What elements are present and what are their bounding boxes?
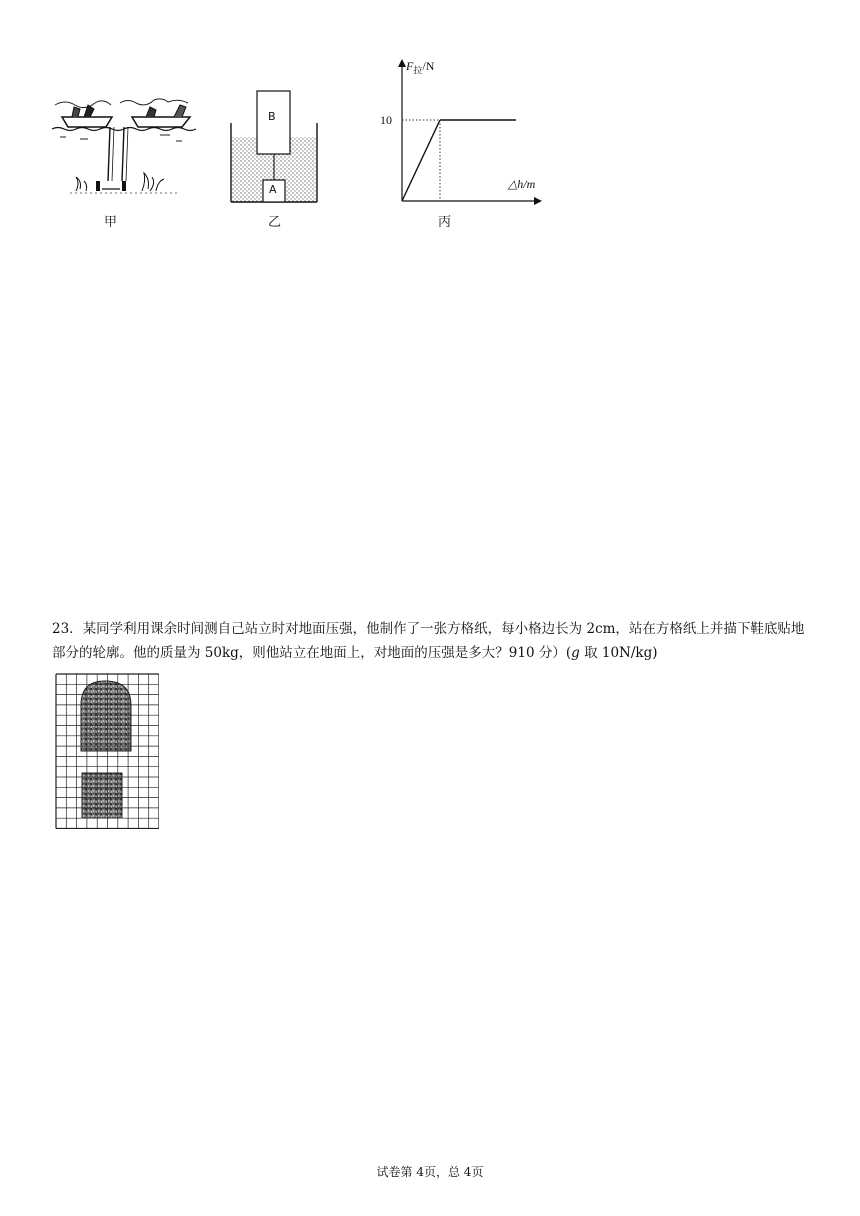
figure-bing-caption: 丙 <box>438 215 452 230</box>
page-footer: 试卷第 4页，总 4页 <box>376 1165 484 1179</box>
y-axis-label <box>406 59 434 76</box>
question-23 <box>52 617 812 665</box>
grid-lines <box>56 674 159 829</box>
x-axis-arrow <box>534 197 542 205</box>
front-sole-outline <box>81 681 131 751</box>
y-axis-symbol: F <box>406 59 414 73</box>
y-axis-arrow <box>398 59 406 67</box>
figure-bing <box>370 55 560 210</box>
question-text-part2: 取 10N/kg) <box>579 645 658 661</box>
heel-outline <box>82 773 122 818</box>
figure-yi <box>228 88 320 206</box>
question-number: 23． <box>52 621 83 637</box>
y-tick-10: 10 <box>380 113 392 127</box>
shoe-grid-figure <box>55 673 159 829</box>
series-segment-0 <box>402 120 440 201</box>
figure-yi-caption: 乙 <box>268 215 282 230</box>
y-axis-subscript: 拉 <box>413 65 423 76</box>
figure-jia <box>50 95 200 205</box>
y-axis-unit: /N <box>422 59 435 73</box>
block-b-label: B <box>268 110 276 123</box>
block-a-label: A <box>269 183 277 196</box>
shoe-outline-grid <box>55 673 159 829</box>
x-axis-label: △h/m <box>508 177 536 191</box>
figure-jia-caption: 甲 <box>104 215 118 230</box>
question-text-part1: 某同学利用课余时间测自己站立时对地面压强，他制作了一张方格纸，每小格边长为 2cm，站在方格纸上并描下鞋底贴地部分的轮廓。他的质量为 50kg，则他站立在地面上，对地面的压强是多大？910 分）( <box>52 621 805 661</box>
g-symbol: g <box>571 645 580 661</box>
series-group <box>402 120 516 201</box>
boat-salvage-illustration <box>50 95 200 205</box>
